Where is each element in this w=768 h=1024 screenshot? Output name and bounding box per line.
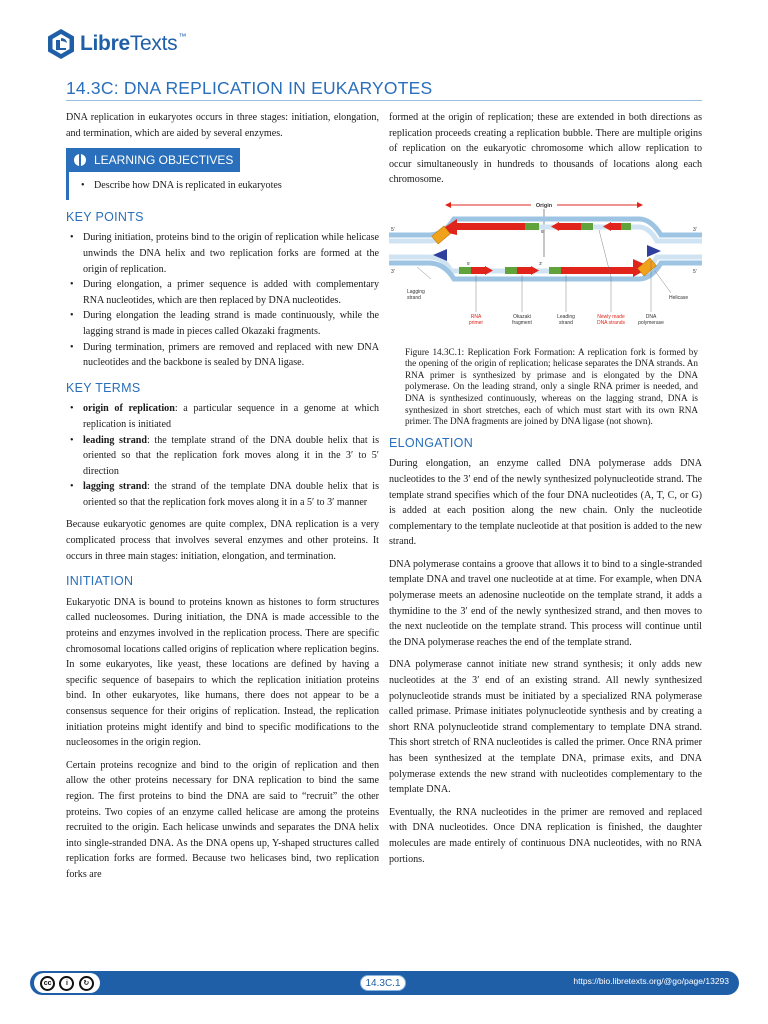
elongation-paragraph-4: Eventually, the RNA nucleotides in the primer are removed and replaced with DNA nucleotides. Once DNA replication is finished, the daughter molecules are made entirely of continuous DNA nucleotides, with no RNA portions.	[389, 806, 702, 865]
five-prime-label: 5′	[693, 268, 697, 275]
okazaki-fragment-label-2: fragment	[512, 319, 532, 326]
page-url-link[interactable]: https://bio.libretexts.org/@go/page/13293	[573, 976, 729, 986]
dna-polymerase-label-2: polymerase	[638, 319, 664, 326]
helicase-label: Helicase	[669, 294, 689, 301]
list-item: • During elongation the leading strand is made continuously, while the lagging strand is made in pieces called Okazaki fragments.	[66, 308, 379, 339]
okazaki-arrowhead	[603, 222, 611, 231]
top-primer-3	[621, 223, 631, 230]
initiation-heading: INITIATION	[66, 574, 134, 589]
rna-primer-label-2: primer	[468, 319, 484, 326]
origin-arrow-left-head	[445, 202, 451, 208]
list-item	[66, 401, 379, 432]
lagging-strand-label: Lagging	[407, 288, 425, 295]
learning-objectives-heading: LEARNING OBJECTIVES	[94, 153, 234, 168]
origin-arrow-right-head	[637, 202, 643, 208]
term: origin of replication	[83, 403, 175, 415]
origin-label: Origin	[535, 202, 553, 209]
cc-icon: cc	[40, 976, 55, 991]
learning-objectives-body	[66, 172, 379, 200]
libretexts-logo[interactable]	[46, 26, 186, 62]
okazaki-arrowhead	[485, 266, 493, 275]
learning-objectives-list	[77, 178, 379, 194]
leading-strand-label: Leading	[557, 313, 575, 320]
creative-commons-badge[interactable]	[34, 973, 100, 993]
three-prime-label: 3′	[693, 226, 697, 233]
top-okazaki-fragment-1	[559, 223, 581, 230]
okazaki-fragment-label: Okazaki	[512, 313, 532, 320]
term: lagging strand	[83, 481, 148, 493]
initiation-paragraph-1: Eukaryotic DNA is bound to proteins known as histones to form structures called nucleosomes. During initiation, the DNA is made accessible to the proteins and enzymes involved in the replication process. There are specific chromosomal locations called origins of replication where replication begins. In some eukaryotes, like yeast, these locations are defined by having a specific sequence of basepairs to which the replication initiation proteins bind. In other eukaryotes, like humans, there does not appear to be a consensus sequence for their origins of replication. Instead, the replication initiation proteins might identify and bind to specific modifications to the nucleosomes in the origin region.	[66, 596, 379, 749]
new-dna-label: Newly made	[597, 313, 625, 320]
five-prime-label: 5′	[467, 260, 471, 266]
list-item	[66, 433, 379, 480]
key-points-heading: KEY POINTS	[66, 209, 144, 224]
bottom-leading-primer	[549, 267, 561, 274]
figure-caption-label: Figure 14.3C.1	[405, 346, 462, 357]
rna-primer-label: RNA	[470, 313, 482, 320]
share-alike-icon: ↻	[79, 976, 94, 991]
figure-caption-text: : Replication Fork Formation: A replication fork is formed by the opening of the origin of replication; helicase separates the DNA strands. An RNA primer is synthesized by primase and is elongated by the DNA polymerase. On the leading strand, only a single RNA primer is needed, and DNA is synthesized continuously, whereas on the lagging strand, DNA is synthesized in short stretches, each of which must start with its own RNA primer. The DNA fragments are joined by DNA ligase (not shown).	[405, 346, 698, 427]
key-terms-heading: KEY TERMS	[66, 380, 141, 395]
libretexts-logo-icon	[46, 28, 76, 60]
bottom-leading-new-strand	[561, 267, 633, 274]
top-primer-2	[581, 223, 593, 230]
key-terms-list	[66, 401, 379, 510]
list-item: • During elongation, a primer sequence is added with complementary RNA nucleotides, which are then replaced by DNA nucleotides.	[66, 277, 379, 308]
learning-objectives-header	[66, 148, 240, 172]
right-column	[389, 110, 702, 874]
definition: : the strand of the template DNA double helix that is oriented so that the replication fork moves along it in a 5′ to 3′ manner	[83, 481, 379, 508]
top-rna-primer	[525, 223, 539, 230]
bottom-okazaki-fragment-2	[517, 267, 531, 274]
elongation-paragraph-2: DNA polymerase contains a groove that allows it to bind to a single-stranded template DNA and travel one nucleotide at at time. For example, when DNA polymerase meets an adenosine nucleotide on the template strand, it adds a thymidine to the 3′ end of the newly synthesized strand, and then moves to the next nucleotide on the template strand. This process will continue until the DNA polymerase reaches the end of the template strand.	[389, 558, 702, 648]
bottom-primer-2	[505, 267, 517, 274]
bottom-okazaki-fragment-1	[471, 267, 485, 274]
complexity-paragraph: Because eukaryotic genomes are quite complex, DNA replication is a very complicated process that involves several enzymes and other proteins. It occurs in three main stages: initiation, elongation, and termination.	[66, 519, 379, 562]
lagging-strand-label-2: strand	[407, 294, 421, 301]
five-prime-label: 5′	[541, 228, 545, 234]
five-prime-label: 5′	[391, 226, 395, 233]
continued-paragraph: formed at the origin of replication; these are extended in both directions as replication proceeds creating a replication bubble. There are multiple origins of replication on the eukaryotic chromosome which allow replication to occur simultaneously in hundreds to thousands of locations along each chromosome.	[389, 112, 702, 186]
attribution-icon: i	[59, 976, 74, 991]
dna-polymerase-label: DNA	[645, 313, 657, 320]
definition: : the template strand of the DNA double helix that is oriented so that the replication fork moves along it in the 3′ to 5′ direction	[83, 434, 379, 477]
leading-strand-label-2: strand	[559, 319, 573, 326]
key-points-list	[66, 230, 379, 370]
logo-text: LibreTexts™	[80, 32, 187, 55]
left-column	[66, 110, 379, 890]
intro-paragraph: DNA replication in eukaryotes occurs in three stages: initiation, elongation, and termination, which are aided by several enzymes.	[66, 112, 379, 139]
figure-caption	[405, 347, 698, 428]
okazaki-arrowhead	[551, 222, 559, 231]
top-okazaki-fragment-2	[611, 223, 621, 230]
three-prime-label: 3′	[391, 268, 395, 275]
three-prime-label: 3′	[539, 260, 543, 266]
elongation-paragraph-3: DNA polymerase cannot initiate new strand synthesis; it only adds new nucleotides at the 3′ end of an existing strand. All newly synthesized polynucleotide strands must be initiated by a specialized RNA polymerase called primase. Primase initiates polynucleotide synthesis and by creating a short RNA polynucleotide strand complementary to template DNA strand. This short stretch of RNA nucleotides is called the primer. Once RNA primer has been synthesized at the template DNA, primase exits, and DNA polymerase extends the new strand with nucleotides complementary to the template DNA.	[389, 659, 702, 796]
page-footer	[30, 971, 739, 995]
definition: : a particular sequence in a genome at which replication is initiated	[83, 403, 379, 430]
list-item: • Describe how DNA is replicated in eukaryotes	[77, 178, 379, 194]
list-item: • During termination, primers are removed and replaced with new DNA nucleotides and the backbone is sealed by DNA ligase.	[66, 340, 379, 371]
new-dna-label-2: DNA strands	[596, 319, 626, 326]
list-item	[66, 479, 379, 510]
learning-objectives-box	[66, 148, 379, 200]
term: leading strand	[83, 434, 148, 446]
title-divider	[66, 100, 702, 101]
book-icon	[74, 154, 86, 166]
page-number: 14.3C.1	[360, 975, 406, 991]
replication-fork-figure	[389, 197, 702, 337]
list-item: • During initiation, proteins bind to the origin of replication while helicase unwinds the DNA helix and two replication forks are formed at the origin of replication.	[66, 230, 379, 277]
bottom-primer-1	[459, 267, 471, 274]
elongation-heading: ELONGATION	[389, 435, 474, 450]
okazaki-arrowhead	[531, 266, 539, 275]
page-title: 14.3C: DNA REPLICATION IN EUKARYOTES	[66, 78, 433, 98]
initiation-paragraph-2: Certain proteins recognize and bind to the origin of replication and then allow the other proteins necessary for DNA replication to bind the same region. The first proteins to bind the DNA are said to “recruit” the other proteins. Two copies of an enzyme called helicase are among the proteins recruited to the origin. Each helicase unwinds and separates the DNA helix into single-stranded DNA. As the DNA opens up, Y-shaped structures called replication forks are formed. Because two helicases bind, two replication forks are	[66, 759, 379, 880]
elongation-paragraph-1: During elongation, an enzyme called DNA polymerase adds DNA nucleotides to the 3′ end of the newly synthesized polynucleotide strand. The template strand specifies which of the four DNA nucleotides (A, T, C, or G) is added at each position along the new chain. Only the nucleotide complementary to the template nucleotide at that position is added to the new strand.	[389, 458, 702, 548]
